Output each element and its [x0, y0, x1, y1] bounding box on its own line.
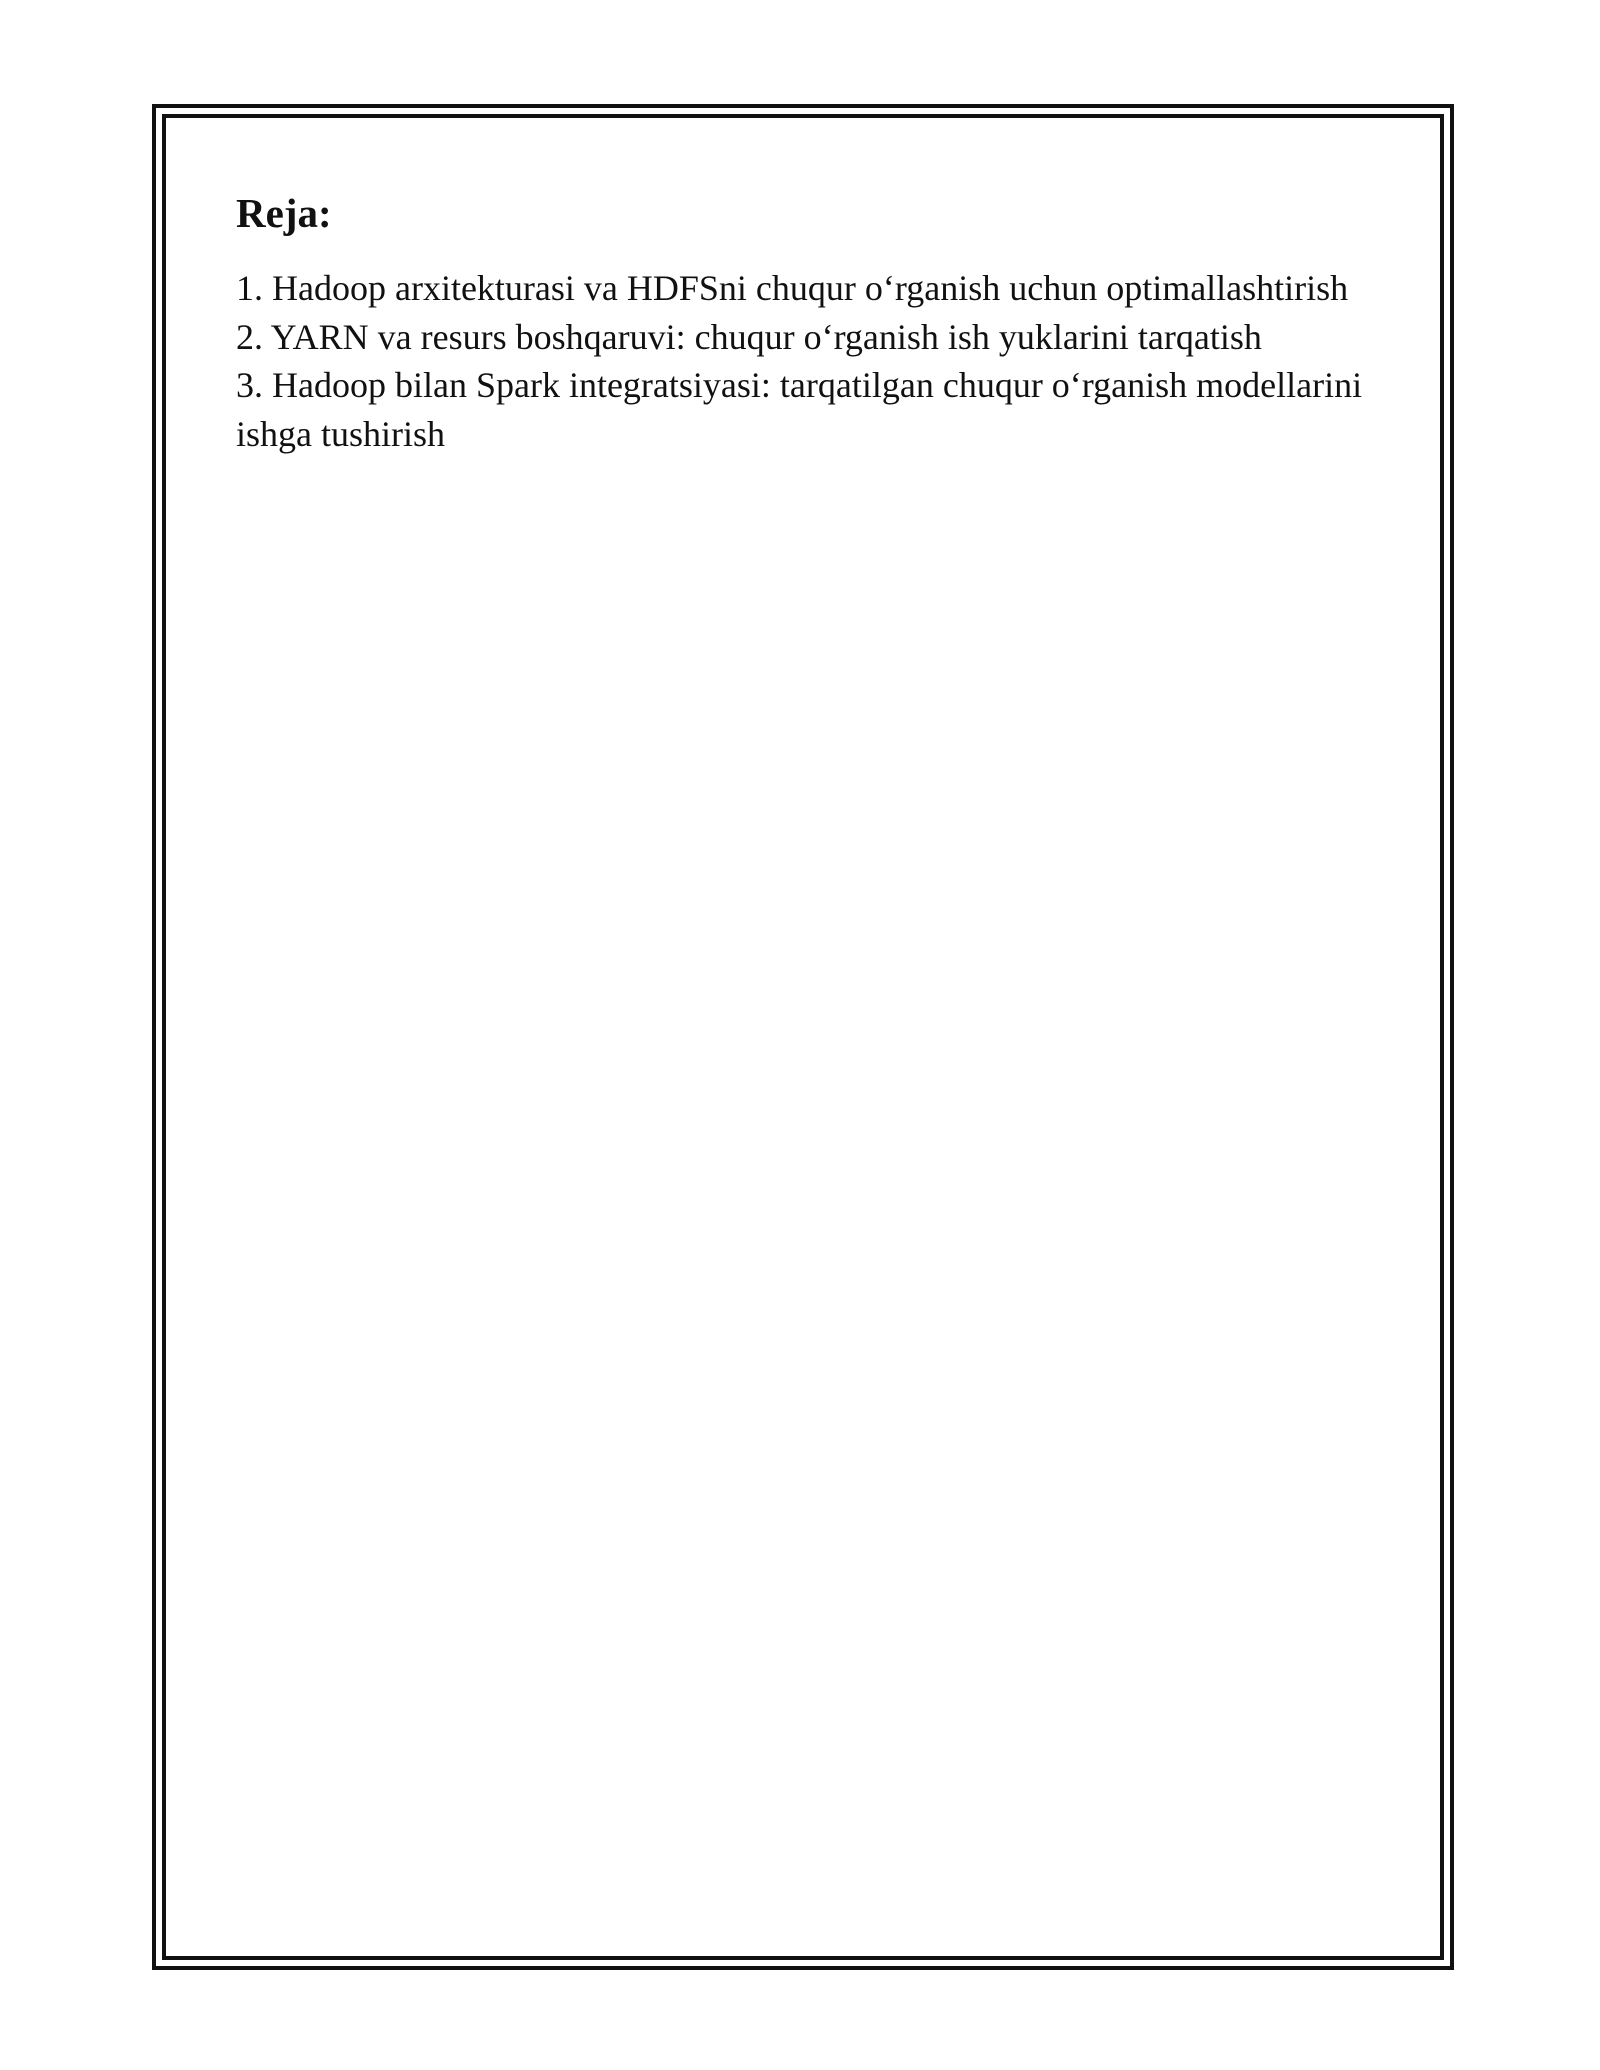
document-body [236, 186, 1386, 458]
plan-item-3: 3. Hadoop bilan Spark integratsiyasi: tarqatilgan chuqur o‘rganish modellarini ishga tushirish [236, 365, 1363, 454]
plan-heading: Reja: [236, 190, 332, 236]
plan-list [236, 264, 1386, 458]
plan-item-1: 1. Hadoop arxitekturasi va HDFSni chuqur o‘rganish uchun optimallashtirish [236, 268, 1349, 308]
plan-item-2: 2. YARN va resurs boshqaruvi: chuqur o‘rganish ish yuklarini tarqatish [236, 316, 1262, 357]
